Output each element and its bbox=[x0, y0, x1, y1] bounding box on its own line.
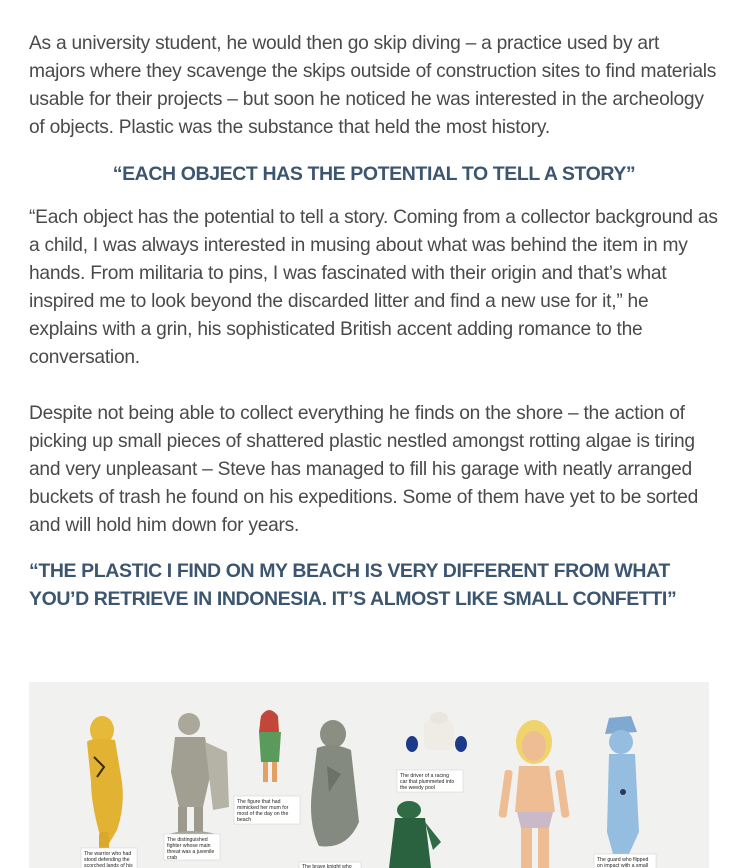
label-fighter-line-2: fighter whose main bbox=[167, 843, 211, 849]
label-guard-line-1: The guard who flipped bbox=[597, 857, 649, 863]
label-driver-line-2: car that plummeted into bbox=[400, 779, 455, 785]
label-guard bbox=[594, 854, 656, 868]
blonde-doll-figure bbox=[498, 720, 569, 868]
article-paragraph-3: Despite not being able to collect everything he finds on the shore – the action of picking up small pieces of shattered plastic nestled amongst rotting algae is tiring and very unpleasant – Steve has managed to fill his garage with neatly arranged buckets of trash he found on his expeditions. Some of them have yet to be sorted and will hold him down for years. bbox=[29, 403, 699, 536]
label-mum bbox=[234, 796, 300, 824]
label-warrior-line-1: The warrior who had bbox=[84, 851, 132, 857]
yellow-warrior-figure bbox=[87, 716, 123, 854]
label-fighter bbox=[164, 834, 220, 861]
white-driver-figure bbox=[406, 712, 467, 752]
pull-quote-2: “THE PLASTIC I FIND ON MY BEACH IS VERY DIFFERENT FROM WHAT YOU’D RETRIEVE IN INDONESIA. IT’S ALMOST LIKE SMALL CONFETTI” bbox=[29, 560, 677, 610]
label-warrior-line-2: stood defending the bbox=[84, 857, 130, 863]
article-paragraph-1: As a university student, he would then go skip diving – a practice used by art majors where they scavenge the skips outside of construction sites to find materials usable for their projects – but soon he noticed he was interested in the archeology of objects. Plastic was the substance that held the most history. bbox=[29, 33, 717, 138]
green-soldier-figure bbox=[389, 801, 441, 868]
label-knight bbox=[299, 862, 361, 868]
label-mum-line-2: mimicked her mum for bbox=[237, 805, 289, 811]
label-warrior bbox=[81, 848, 137, 868]
label-guard-line-2: on impact with a small bbox=[597, 863, 649, 868]
label-knight-line-1: The brave knight who bbox=[302, 864, 352, 868]
label-fighter-line-1: The distinguished bbox=[167, 837, 208, 843]
small-girl-figure bbox=[259, 710, 281, 782]
pull-quote-1: “EACH OBJECT HAS THE POTENTIAL TO TELL A STORY” bbox=[112, 163, 636, 185]
label-mum-line-3: most of the day on the bbox=[237, 811, 289, 817]
label-mum-line-4: beach bbox=[237, 817, 252, 823]
label-fighter-line-3: threat was a juvenile bbox=[167, 849, 215, 855]
label-fighter-line-4: crab bbox=[167, 855, 178, 861]
label-mum-line-1: The figure that had bbox=[237, 799, 281, 805]
article-body bbox=[29, 30, 719, 613]
blue-guard-figure bbox=[605, 716, 639, 854]
plastic-figures-photo bbox=[29, 682, 709, 868]
label-driver-line-3: the weedy pool bbox=[400, 785, 435, 791]
label-driver bbox=[397, 770, 463, 792]
grey-robed-figure bbox=[311, 720, 359, 847]
article-paragraph-2: “Each object has the potential to tell a story. Coming from a collector background as a child, I was always interested in musing about what was behind the item in my hands. From militaria to pins, I was fascinated with their origin and that’s what inspired me to look beyond the discarded litter and find a new use for it,” he explains with a grin, his sophisticated British accent adding romance to the conversation. bbox=[29, 207, 718, 368]
paragraph-spacer bbox=[29, 372, 719, 400]
label-driver-line-1: The driver of a racing bbox=[400, 773, 450, 779]
label-warrior-line-3: scorched lands of his bbox=[84, 863, 133, 868]
grey-fighter-figure bbox=[166, 713, 229, 843]
